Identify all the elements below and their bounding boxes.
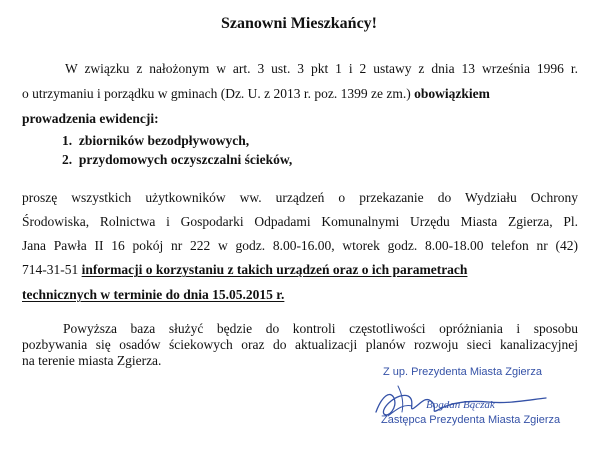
document-title: Szanowni Mieszkańcy! bbox=[221, 15, 377, 32]
intro-line-2: o utrzymaniu i porządku w gminach (Dz. U. z 2013 r. poz. 1399 ze zm.) obowiązkiem bbox=[22, 86, 490, 101]
intro-line-3: prowadzenia ewidencji: bbox=[22, 111, 159, 126]
request-line-3: Jana Pawła II 16 pokój nr 222 w godz. 8.00-16.00, wtorek godz. 8.00-18.00 telefon nr (42) bbox=[22, 238, 578, 253]
request-line-4: 714-31-51 informacji o korzystaniu z takich urządzeń oraz o ich parametrach bbox=[22, 262, 468, 277]
signature-name: Bogdan Bączak bbox=[426, 399, 495, 411]
underlined-request-text: informacji o korzystaniu z takich urządzeń oraz o ich parametrach bbox=[81, 262, 468, 277]
closing-line-2: pozbywania się osadów ściekowych oraz do aktualizacji planów rozwoju sieci kanalizacyjnej bbox=[22, 337, 578, 352]
closing-line-3: na terenie miasta Zgierza. bbox=[22, 353, 162, 368]
list-item: 1. zbiorników bezodpływowych, bbox=[62, 133, 250, 148]
request-deadline: technicznych w terminie do dnia 15.05.2015 r. bbox=[22, 287, 285, 302]
closing-line-1: Powyższa baza służyć będzie do kontroli częstotliwości opróżniania i sposobu bbox=[63, 321, 578, 336]
intro-line-1: W związku z nałożonym w art. 3 ust. 3 pkt 1 i 2 ustawy z dnia 13 września 1996 r. bbox=[65, 61, 578, 76]
request-line-1: proszę wszystkich użytkowników ww. urządzeń o przekazanie do Wydziału Ochrony bbox=[22, 190, 578, 205]
signature-on-behalf: Z up. Prezydenta Miasta Zgierza bbox=[383, 366, 542, 378]
list-item: 2. przydomowych oczyszczalni ścieków, bbox=[62, 152, 293, 167]
request-line-2: Środowiska, Rolnictwa i Gospodarki Odpadami Komunalnymi Urzędu Miasta Zgierza, Pl. bbox=[22, 214, 578, 229]
signature-role: Zastępca Prezydenta Miasta Zgierza bbox=[381, 414, 561, 426]
obligation-text: obowiązkiem bbox=[414, 86, 490, 101]
